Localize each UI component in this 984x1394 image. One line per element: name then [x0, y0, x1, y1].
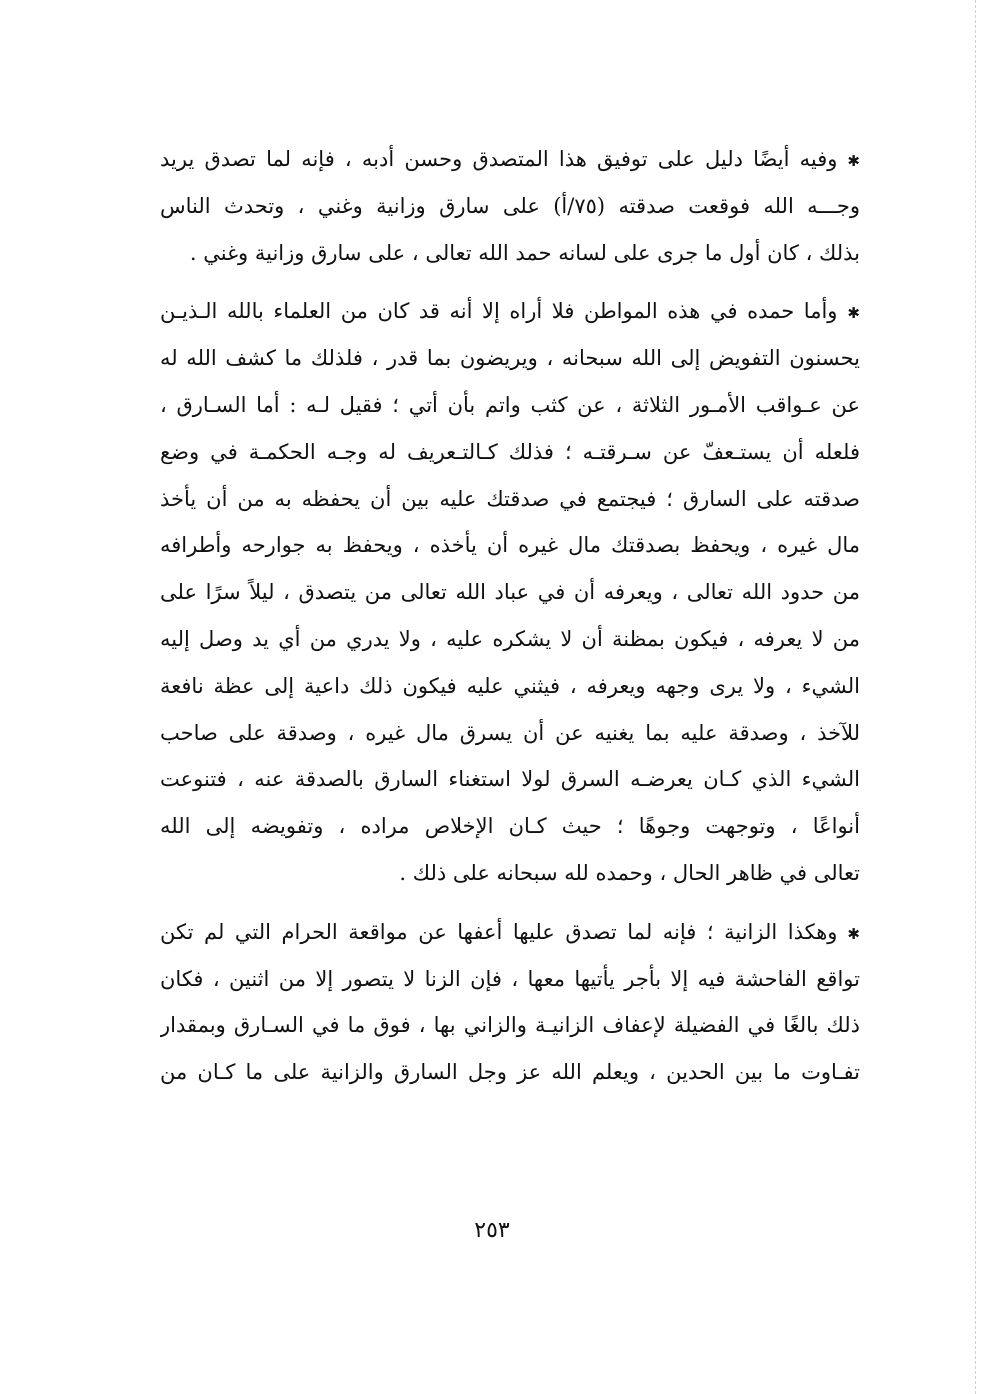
text-line: ✱وأما حمده في هذه المواطن فلا أراه إلا أنه قد كان من العلماء بالله الـذيـن — [160, 299, 860, 324]
paragraph-1 — [160, 136, 860, 276]
text-line: ✱وهكذا الزانية ؛ فإنه لما تصدق عليها أعفها عن مواقعة الحرام التي لم تكن — [160, 919, 860, 944]
text-line: أنواعًا ، وتوجهت وجوهًا ؛ حيث كـان الإخلاص مراده ، وتفويضه إلى الله — [160, 814, 860, 839]
paragraph-2 — [160, 288, 860, 896]
text-line: مال غيره ، ويحفظ بصدقتك مال غيره أن يأخذه ، ويحفظ به جوارحه وأطرافه — [160, 533, 860, 558]
text-line: تواقع الفاحشة فيه إلا بأجر يأتيها معها ، فإن الزنا لا يتصور إلا من اثنين ، فكان — [160, 966, 860, 991]
text-line: تعالى في ظاهر الحال ، وحمده لله سبحانه على ذلك . — [399, 860, 860, 885]
text-line: بذلك ، كان أول ما جرى على لسانه حمد الله تعالى ، على سارق وزانية وغني . — [189, 240, 860, 265]
scan-edge-line — [975, 0, 976, 1394]
text-line: يحسنون التفويض إلى الله سبحانه ، ويريضون بما قدر ، فلذلك ما كشف الله له — [160, 346, 860, 371]
page-number: ٢٥٣ — [474, 1218, 510, 1243]
text-line: من حدود الله تعالى ، ويعرفه أن في عباد الله تعالى من يتصدق ، ليلاً سرًا على — [160, 580, 860, 605]
text-line: من لا يعرفه ، فيكون بمظنة أن لا يشكره عليه ، ولا يدري من أي يد وصل إليه — [160, 626, 860, 651]
text-line: الشيء الذي كـان يعرضـه السرق لولا استغناء السارق بالصدقة عنه ، فتنوعت — [160, 767, 860, 792]
text-line: ✱وفيه أيضًا دليل على توفيق هذا المتصدق وحسن أدبه ، فإنه لما تصدق يريد — [160, 147, 860, 171]
text-line: فلعله أن يستـعفّ عن سـرقتـه ؛ فذلك كـالتـعريف له وجـه الحكمـة في وضع — [160, 439, 860, 464]
asterisk-bullet-icon: ✱ — [847, 924, 860, 943]
asterisk-bullet-icon: ✱ — [847, 304, 860, 323]
text-line: ذلك بالغًا في الفضيلة لإعفاف الزانيـة والزاني بها ، فوق ما في السـارق وبمقدار — [160, 1013, 860, 1038]
asterisk-bullet-icon: ✱ — [847, 152, 860, 170]
text-line: عن عـواقب الأمـور الثلاثة ، عن كثب واتم بأن أتي ؛ فقيل لـه : أما السـارق ، — [160, 392, 860, 417]
page-body — [160, 136, 860, 1108]
text-line: تفـاوت ما بين الحدين ، ويعلم الله عز وجل السارق والزانية على ما كـان من — [160, 1060, 860, 1085]
paragraph-3 — [160, 909, 860, 1096]
text-line: الشيء ، ولا يرى وجهه ويعرفه ، فيثني عليه فيكون ذلك داعية إلى عظة نافعة — [160, 673, 860, 698]
text-line: صدقته على السارق ؛ فيجتمع في صدقتك عليه بين أن يحفظه به من أن يأخذ — [160, 486, 860, 511]
text-line: للآخذ ، وصدقة عليه بما يغنيه عن أن يسرق مال غيره ، وصدقة على صاحب — [160, 720, 860, 745]
text-line: وجـــه الله فوقعت صدقته (٧٥/أ) على سارق وزانية وغني ، وتحدث الناس — [160, 193, 860, 218]
